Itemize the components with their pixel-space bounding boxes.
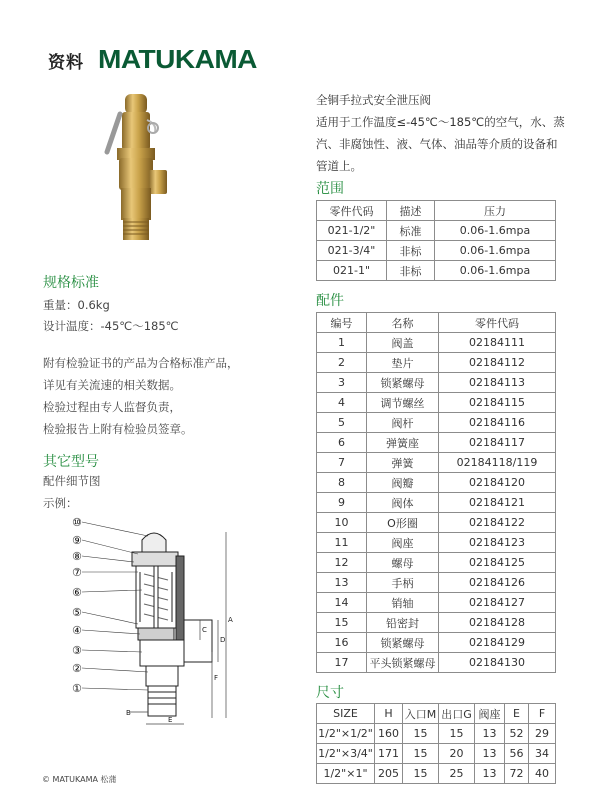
callout-label: ⑦ [72,566,82,579]
valve-photo [95,92,185,252]
table-cell: 1 [317,333,367,353]
callout-label: ⑧ [72,550,82,563]
table-cell: 阀座 [367,533,439,553]
table-cell: 5 [317,413,367,433]
table-row [317,333,556,353]
table-cell: 阀杆 [367,413,439,433]
table-cell: 02184112 [439,353,556,373]
table-cell: 2 [317,353,367,373]
table-cell: 02184117 [439,433,556,453]
note-line: 附有检验证书的产品为合格标准产品， [43,356,239,370]
table-cell: 02184130 [439,653,556,673]
table-cell: 02184128 [439,613,556,633]
range-table [316,200,556,281]
table-cell: 02184121 [439,493,556,513]
table-cell: 11 [317,533,367,553]
table-row [317,453,556,473]
table-cell: 阀瓣 [367,473,439,493]
table-cell: 02184125 [439,553,556,573]
table-cell: 调节螺丝 [367,393,439,413]
table-cell: 02184116 [439,413,556,433]
dim-label: A [228,616,233,624]
table-header-cell: 零件代码 [439,313,556,333]
table-row [317,513,556,533]
table-cell: 8 [317,473,367,493]
table-row [317,553,556,573]
callout-label: ⑩ [72,516,82,529]
table-header-cell: 描述 [387,201,435,221]
dimensions-table [316,703,556,784]
product-title: 全铜手拉式安全泄压阀 [316,93,431,107]
table-cell: 4 [317,393,367,413]
table-cell: 12 [317,553,367,573]
table-cell: 02184123 [439,533,556,553]
table-cell: 02184122 [439,513,556,533]
table-cell: 02184120 [439,473,556,493]
weight-text: 重量：0.6kg [43,298,110,312]
table-cell: 锁紧螺母 [367,373,439,393]
table-cell: 14 [317,593,367,613]
parts-heading: 配件 [316,293,344,309]
dim-label: E [168,716,173,724]
table-row [317,593,556,613]
dim-label: C [202,626,207,634]
example-text: 示例： [43,496,78,510]
dim-label: B [126,709,131,717]
parts-table [316,312,556,673]
note-line: 检验报告上附有检验员签章。 [43,422,193,436]
table-row [317,433,556,453]
note-line: 检验过程由专人监督负责， [43,400,181,414]
table-row [317,533,556,553]
other-models-heading: 其它型号 [43,454,99,470]
table-cell: 02184126 [439,573,556,593]
table-header-row: SIZE H 入口M 出口G 阀座 E F [317,704,556,724]
callout-label: ③ [72,644,82,657]
table-cell: 16 [317,633,367,653]
logo-cn-text: 资料 [48,53,84,73]
table-header-cell: 编号 [317,313,367,333]
table-row [317,373,556,393]
dimensions-heading: 尺寸 [316,685,344,701]
table-cell: 02184129 [439,633,556,653]
callout-label: ② [72,662,82,675]
table-row: 021-1/2" 标准 0.06-1.6mpa [317,221,556,241]
product-description: 适用于工作温度≤-45℃～185℃的空气，水、蒸汽、非腐蚀性、液、气体、油品等介质的设备和管道上。 [316,115,565,173]
temperature-text: 设计温度：-45℃～185℃ [43,319,179,333]
table-cell: 锁紧螺母 [367,633,439,653]
table-cell: 13 [317,573,367,593]
table-cell: 9 [317,493,367,513]
table-cell: 平头锁紧螺母 [367,653,439,673]
table-row: 021-1" 非标 0.06-1.6mpa [317,261,556,281]
table-cell: 铅密封 [367,613,439,633]
table-row [317,573,556,593]
table-cell: O形圈 [367,513,439,533]
table-header-cell: 压力 [435,201,556,221]
table-cell: 02184113 [439,373,556,393]
table-cell: 垫片 [367,353,439,373]
table-row: 1/2"×1" 205 15 25 13 72 40 [317,764,556,784]
table-row: 1/2"×1/2" 160 15 15 13 52 29 [317,724,556,744]
callout-label: ⑥ [72,586,82,599]
notes-block [43,352,239,440]
table-header-cell: 名称 [367,313,439,333]
table-row [317,353,556,373]
table-header-cell: 零件代码 [317,201,387,221]
callout-label: ④ [72,624,82,637]
table-cell: 02184111 [439,333,556,353]
footer-copyright: © MATUKAMA 松蒲 [42,775,117,784]
table-cell: 阀体 [367,493,439,513]
callout-label: ⑨ [72,534,82,547]
brand-logo: MATUKAMA [98,44,257,74]
dim-label: F [214,674,219,682]
table-cell: 弹簧 [367,453,439,473]
table-cell: 螺母 [367,553,439,573]
table-row [317,473,556,493]
table-row [317,493,556,513]
table-header-row [317,313,556,333]
table-cell: 3 [317,373,367,393]
table-row [317,633,556,653]
table-row: 021-3/4" 非标 0.06-1.6mpa [317,241,556,261]
table-row [317,613,556,633]
table-cell: 02184118/119 [439,453,556,473]
table-row: 1/2"×3/4" 171 15 20 13 56 34 [317,744,556,764]
table-cell: 7 [317,453,367,473]
dim-label: D [220,636,226,644]
range-heading: 范围 [316,181,344,197]
note-line: 详见有关流速的相关数据。 [43,378,181,392]
callout-label: ⑤ [72,606,82,619]
parts-detail-text: 配件细节图 [43,474,101,488]
cross-section-diagram [68,512,258,727]
table-cell: 6 [317,433,367,453]
table-row [317,393,556,413]
table-header-row [317,201,556,221]
table-row [317,653,556,673]
table-cell: 销轴 [367,593,439,613]
table-cell: 17 [317,653,367,673]
specs-heading: 规格标准 [43,275,99,291]
table-cell: 15 [317,613,367,633]
callout-label: ① [72,682,82,695]
table-row [317,413,556,433]
table-cell: 02184127 [439,593,556,613]
table-cell: 手柄 [367,573,439,593]
table-cell: 阀盖 [367,333,439,353]
table-cell: 弹簧座 [367,433,439,453]
table-cell: 10 [317,513,367,533]
table-cell: 02184115 [439,393,556,413]
